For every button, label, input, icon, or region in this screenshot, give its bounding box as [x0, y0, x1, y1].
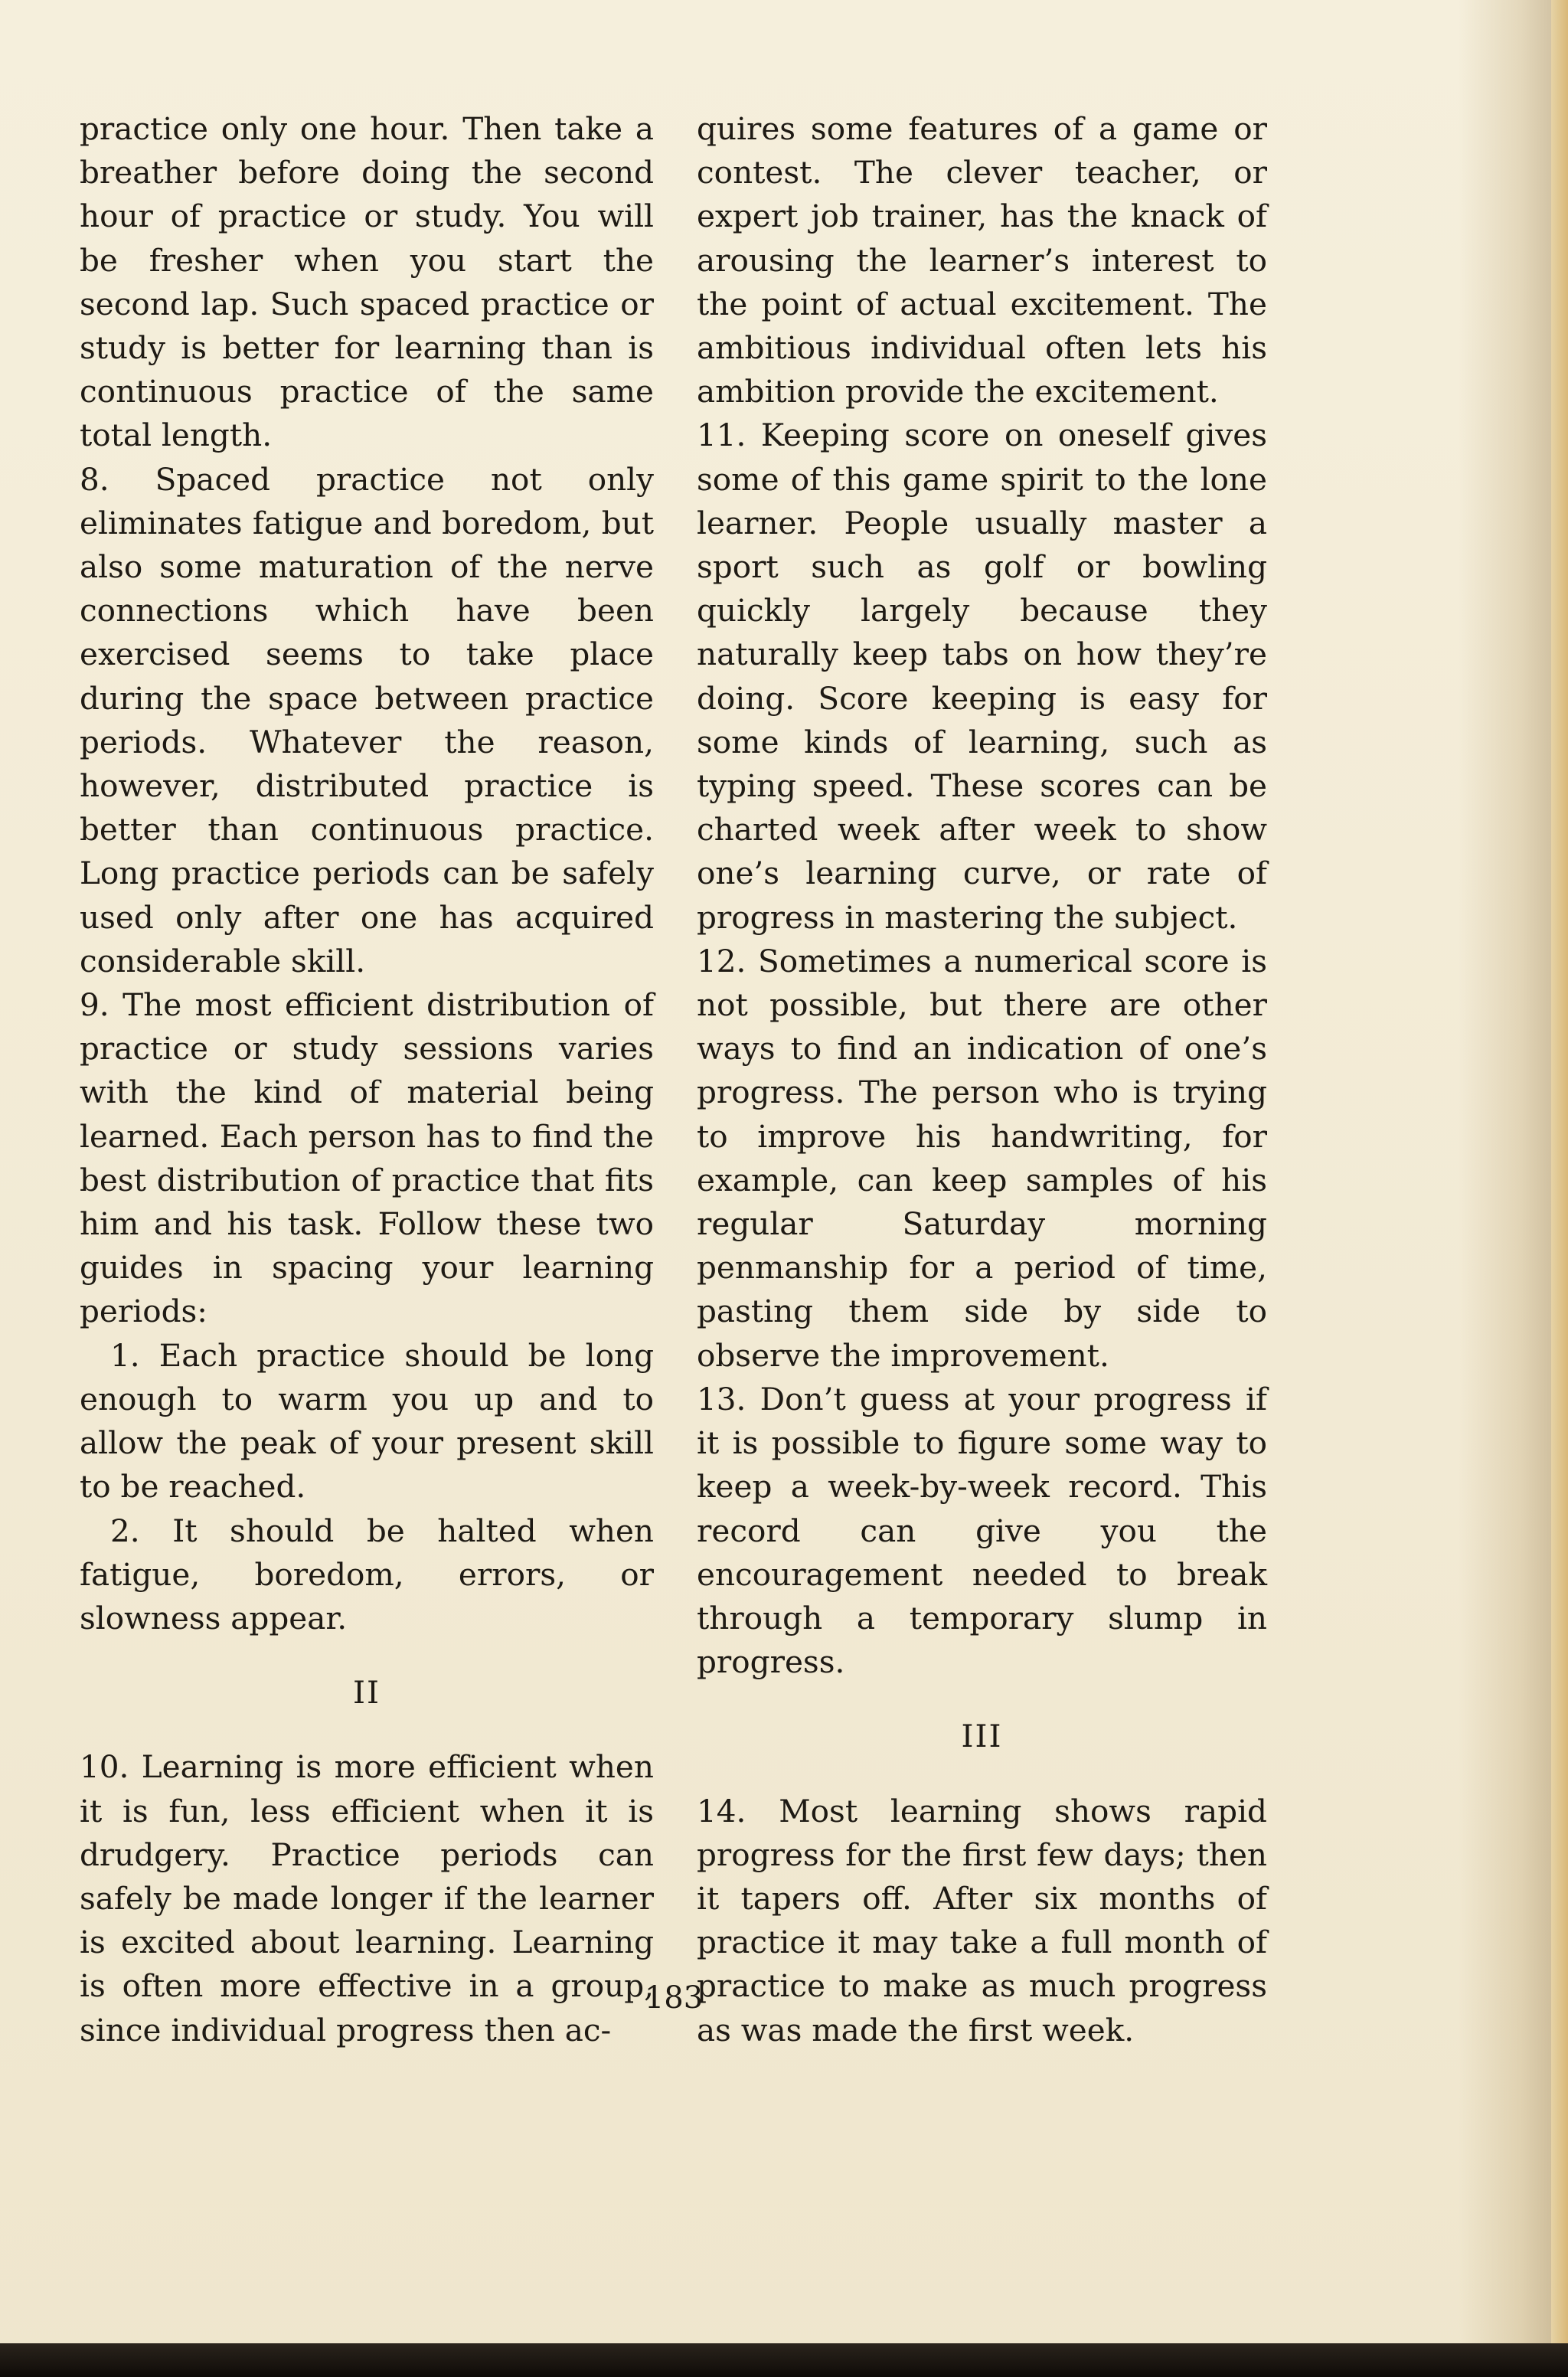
paragraph-14: 14. Most learning shows rapid progress for the first few days; then it tapers off. After six months of practice it may take a full month of practice to make as much progress as was made the first week.: [697, 1792, 1267, 2048]
paragraph-9: 9. The most efficient distribution of practice or study sessions varies with the kind of material being learned. Each person has to find the best distribution of practice that fits him and his task. Follow these two guides in spacing your learning periods:: [80, 986, 654, 1330]
paragraph-8: 8. Spaced practice not only eliminates fatigue and boredom, but also some maturation of the nerve connections which have been exercised seems to take place during the space between practice periods. Whatever the reason, however, distributed practice is better than continuous practice. Long practice periods can be safely used only after one has acquired considerable skill.: [80, 460, 654, 979]
paragraph-continued: quires some features of a game or contest. The clever teacher, or expert job trainer, has the knack of arousing the learner’s interest to the point of actual excitement. The ambitious individual often lets his ambition provide the excitement.: [697, 110, 1267, 410]
section-heading-iii: III: [961, 1718, 1003, 1755]
paragraph-10: 10. Learning is more efficient when it is fun, less efficient when it is drudgery. Practice periods can safely be made longer if the learner is excited about learning. Learning is often more effective in a group, since individual progress then ac-: [80, 1748, 654, 2048]
paragraph-13: 13. Don’t guess at your progress if it is possible to figure some way to keep a week-by-week record. This record can give you the encouragement needed to break through a temporary slump in progress.: [697, 1380, 1267, 1681]
guide-1: 1. Each practice should be long enough to warm you up and to allow the peak of your present skill to be reached.: [80, 1336, 654, 1506]
paragraph-11: 11. Keeping score on oneself gives some of this game spirit to the lone learner. People usually master a sport such as golf or bowling quickly largely because they naturally keep tabs on how they’re doing. Score keeping is easy for some kinds of learning, such as typing speed. These scores can be charted week after week to show one’s learning curve, or rate of progress in mastering the subject.: [697, 417, 1267, 936]
left-column: [80, 107, 654, 2052]
right-column: [697, 107, 1267, 2052]
section-heading-ii: II: [353, 1674, 381, 1712]
page-number: 183: [644, 1980, 704, 2016]
guide-2: 2. It should be halted when fatigue, boredom, errors, or slowness appear.: [80, 1512, 654, 1636]
paragraph: practice only one hour. Then take a breather before doing the second hour of practice or study. You will be fresher when you start the second lap. Such spaced practice or study is better for learning than is continuous practice of the same total length.: [80, 110, 654, 454]
page-edge: [1551, 0, 1568, 2343]
scan-bottom-edge: [0, 2343, 1568, 2377]
paragraph-12: 12. Sometimes a numerical score is not possible, but there are other ways to find an indication of one’s progress. The person who is trying to improve his handwriting, for example, can keep samples of his regular Saturday morning penmanship for a period of time, pasting them side by side to observe the improvement.: [697, 942, 1267, 1374]
